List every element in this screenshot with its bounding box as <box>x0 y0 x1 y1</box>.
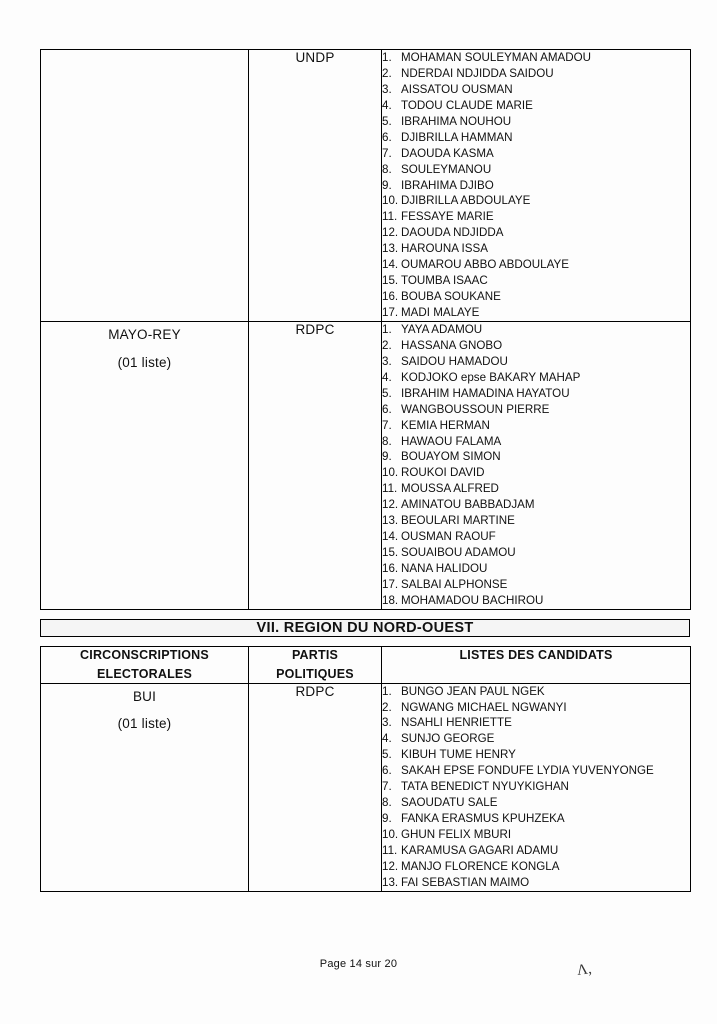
list-item: 15. SOUAIBOU ADAMOU <box>382 546 516 560</box>
candidate-name: DAOUDA KASMA <box>401 146 494 160</box>
document-sheet <box>40 49 690 892</box>
parti-cell <box>249 321 382 609</box>
candidate-name: NSAHLI HENRIETTE <box>401 716 512 730</box>
candidate-name: HAWAOU FALAMA <box>401 434 502 448</box>
circonscription-label: MAYO-REY <box>108 326 181 342</box>
section-band-table <box>40 619 690 637</box>
list-item: 13. FAI SEBASTIAN MAIMO <box>382 875 530 889</box>
header-circonscriptions <box>41 646 249 683</box>
list-item: 10. GHUN FELIX MBURI <box>382 828 512 841</box>
candidates-cell <box>382 683 691 891</box>
candidate-name: OUMAROU ABBO ABDOULAYE <box>401 258 569 272</box>
parti-label: UNDP <box>295 50 335 65</box>
candidate-name: BUNGO JEAN PAUL NGEK <box>401 684 545 698</box>
candidate-name: IBRAHIMA NOUHOU <box>401 114 512 128</box>
candidates-cell <box>382 50 691 322</box>
candidate-name: IBRAHIMA DJIBO <box>401 178 494 192</box>
candidate-name: TATA BENEDICT NYUYKIGHAN <box>401 780 569 794</box>
list-item: 2. HASSANA GNOBO <box>382 338 503 352</box>
list-item: 17. SALBAI ALPHONSE <box>382 577 508 591</box>
candidate-name: KODJOKO epse BAKARY MAHAP <box>401 370 581 384</box>
candidate-name: AMINATOU BABBADJAM <box>401 498 535 512</box>
list-item: 2. NGWANG MICHAEL NGWANYI <box>382 700 567 714</box>
candidate-name: DAOUDA NDJIDDA <box>401 226 504 240</box>
list-item: 13. HAROUNA ISSA <box>382 242 488 256</box>
candidate-name: FAI SEBASTIAN MAIMO <box>401 875 530 889</box>
list-item: 8. HAWAOU FALAMA <box>382 434 502 448</box>
list-item: 1. YAYA ADAMOU <box>382 322 483 336</box>
section-band-row <box>41 619 690 636</box>
candidate-name: SOUAIBOU ADAMOU <box>401 546 516 560</box>
circonscription-cell <box>41 321 249 609</box>
candidate-name: OUSMAN RAOUF <box>401 530 496 544</box>
candidate-name: NANA HALIDOU <box>401 562 488 575</box>
list-item: 8. SAOUDATU SALE <box>382 796 498 810</box>
list-item: 14. OUSMAN RAOUF <box>382 530 496 544</box>
header-circonscriptions-line1: CIRCONSCRIPTIONS <box>80 647 209 662</box>
parti-cell <box>249 683 382 891</box>
candidate-name: MADI MALAYE <box>401 306 480 319</box>
circonscription-label: BUI <box>132 688 157 704</box>
candidate-name: DJIBRILLA ABDOULAYE <box>401 194 531 208</box>
candidates-table-top <box>40 49 691 610</box>
list-item: 14. OUMAROU ABBO ABDOULAYE <box>382 258 569 272</box>
candidate-name: HASSANA GNOBO <box>401 338 503 352</box>
list-item: 4. TODOU CLAUDE MARIE <box>382 98 533 112</box>
page-footer: Page 14 sur 20 <box>319 958 398 970</box>
candidate-name: HAROUNA ISSA <box>401 242 488 256</box>
list-item: 6. WANGBOUSSOUN PIERRE <box>382 402 550 416</box>
header-partis-line2: POLITIQUES <box>276 666 354 681</box>
candidate-name: DJIBRILLA HAMMAN <box>401 130 513 144</box>
candidate-name: FANKA ERASMUS KPUHZEKA <box>401 812 565 826</box>
candidate-name: NDERDAI NDJIDDA SAIDOU <box>401 66 554 80</box>
table-row <box>41 683 691 891</box>
list-item: 6. DJIBRILLA HAMMAN <box>382 130 513 144</box>
candidate-name: ROUKOI DAVID <box>401 466 485 480</box>
header-partis-line1: PARTIS <box>291 647 339 662</box>
candidate-name: WANGBOUSSOUN PIERRE <box>401 402 550 416</box>
candidate-name: BEOULARI MARTINE <box>401 514 515 528</box>
list-item: 5. IBRAHIMA NOUHOU <box>382 114 512 128</box>
list-item: 12. MANJO FLORENCE KONGLA <box>382 859 560 873</box>
list-item: 4. SUNJO GEORGE <box>382 732 495 746</box>
list-item: 3. NSAHLI HENRIETTE <box>382 716 512 730</box>
list-item: 7. TATA BENEDICT NYUYKIGHAN <box>382 780 569 794</box>
candidate-name: TOUMBA ISAAC <box>401 274 488 288</box>
candidate-name: SAIDOU HAMADOU <box>401 354 508 368</box>
candidate-name: MOUSSA ALFRED <box>401 482 499 496</box>
parti-label: RDPC <box>295 321 335 337</box>
candidate-name: SALBAI ALPHONSE <box>401 577 508 591</box>
list-item: 7. DAOUDA KASMA <box>382 146 494 160</box>
list-item: 11. FESSAYE MARIE <box>382 210 494 224</box>
list-item: 6. SAKAH EPSE FONDUFE LYDIA YUVENYONGE <box>382 764 654 778</box>
table-row <box>41 321 691 609</box>
list-item: 17. MADI MALAYE <box>382 306 480 319</box>
candidate-name: SUNJO GEORGE <box>401 732 495 746</box>
candidate-name: GHUN FELIX MBURI <box>401 828 512 841</box>
list-item: 4. KODJOKO epse BAKARY MAHAP <box>382 370 581 384</box>
handwritten-mark: Λ, <box>575 961 593 979</box>
list-item: 9. BOUAYOM SIMON <box>382 450 501 464</box>
parti-cell <box>249 50 382 322</box>
candidate-name: IBRAHIM HAMADINA HAYATOU <box>401 386 570 400</box>
table-header-row <box>41 646 691 683</box>
list-item: 12. DAOUDA NDJIDDA <box>382 226 504 240</box>
candidate-name: BOUAYOM SIMON <box>401 450 501 464</box>
candidates-table-bottom <box>40 646 691 892</box>
candidate-name: BOUBA SOUKANE <box>401 290 501 304</box>
list-item: 2. NDERDAI NDJIDDA SAIDOU <box>382 66 554 80</box>
list-item: 16. BOUBA SOUKANE <box>382 290 501 304</box>
list-item: 15. TOUMBA ISAAC <box>382 274 488 288</box>
header-circonscriptions-line2: ELECTORALES <box>96 666 193 681</box>
candidate-name: KIBUH TUME HENRY <box>401 748 516 762</box>
list-item: 5. KIBUH TUME HENRY <box>382 748 516 762</box>
list-item: 7. KEMIA HERMAN <box>382 418 490 432</box>
list-item: 11. KARAMUSA GAGARI ADAMU <box>382 843 559 857</box>
candidate-name: MOHAMADOU BACHIROU <box>401 593 544 607</box>
parti-label: RDPC <box>295 683 335 699</box>
list-item: 9. FANKA ERASMUS KPUHZEKA <box>382 812 565 826</box>
candidate-name: SAOUDATU SALE <box>401 796 498 810</box>
list-item: 8. SOULEYMANOU <box>382 162 492 176</box>
candidate-name: MANJO FLORENCE KONGLA <box>401 859 560 873</box>
candidate-name: MOHAMAN SOULEYMAN AMADOU <box>401 51 592 64</box>
list-item: 10. ROUKOI DAVID <box>382 466 485 480</box>
header-listes-label: LISTES DES CANDIDATS <box>459 647 613 662</box>
candidate-name: FESSAYE MARIE <box>401 210 494 224</box>
header-partis <box>249 646 382 683</box>
candidate-name: KARAMUSA GAGARI ADAMU <box>401 843 559 857</box>
circonscription-cell <box>41 683 249 891</box>
candidate-name: NGWANG MICHAEL NGWANYI <box>401 700 567 714</box>
list-item: 9. IBRAHIMA DJIBO <box>382 178 494 192</box>
list-item: 5. IBRAHIM HAMADINA HAYATOU <box>382 386 570 400</box>
list-item: 11. MOUSSA ALFRED <box>382 482 499 496</box>
header-listes <box>382 646 691 683</box>
circonscription-sublabel: (01 liste) <box>117 354 172 370</box>
list-item: 1. MOHAMAN SOULEYMAN AMADOU <box>382 51 592 64</box>
circonscription-sublabel: (01 liste) <box>117 716 172 732</box>
candidate-name: TODOU CLAUDE MARIE <box>401 98 533 112</box>
list-item: 13. BEOULARI MARTINE <box>382 514 515 528</box>
section-title: VII. REGION DU NORD-OUEST <box>41 619 690 636</box>
candidates-cell <box>382 321 691 609</box>
list-item: 1. BUNGO JEAN PAUL NGEK <box>382 684 545 698</box>
list-item: 12. AMINATOU BABBADJAM <box>382 498 535 512</box>
list-item: 10. DJIBRILLA ABDOULAYE <box>382 194 531 208</box>
candidate-name: SOULEYMANOU <box>401 162 492 176</box>
circonscription-cell <box>41 50 249 322</box>
list-item: 18. MOHAMADOU BACHIROU <box>382 593 544 607</box>
candidate-name: YAYA ADAMOU <box>401 322 483 336</box>
list-item: 16. NANA HALIDOU <box>382 562 488 575</box>
candidate-name: KEMIA HERMAN <box>401 418 490 432</box>
table-row <box>41 50 691 322</box>
candidate-name: SAKAH EPSE FONDUFE LYDIA YUVENYONGE <box>401 764 654 778</box>
candidate-name: AISSATOU OUSMAN <box>401 82 513 96</box>
list-item: 3. AISSATOU OUSMAN <box>382 82 513 96</box>
list-item: 3. SAIDOU HAMADOU <box>382 354 508 368</box>
